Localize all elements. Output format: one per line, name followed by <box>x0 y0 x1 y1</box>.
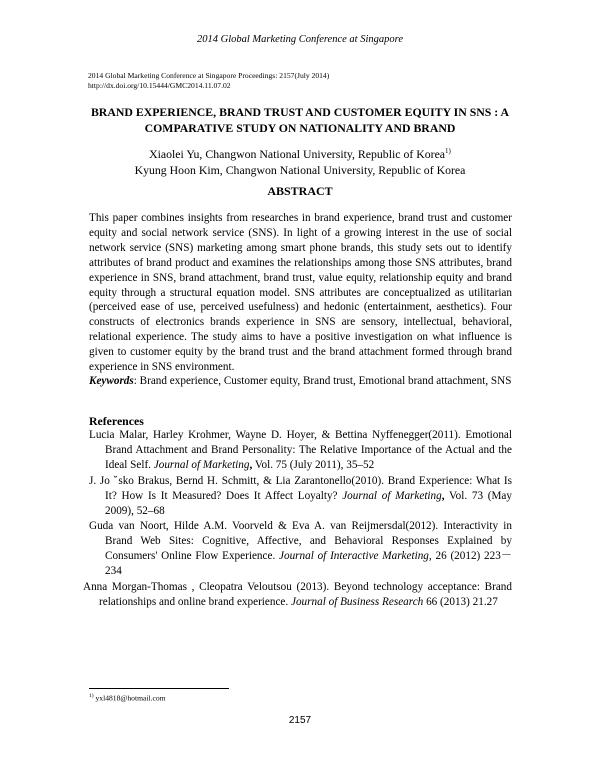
reference-item <box>89 519 512 579</box>
reference-item <box>83 580 512 610</box>
reference-item <box>89 474 512 519</box>
footnote-mark: 1) <box>89 693 94 699</box>
references-list <box>83 428 513 611</box>
reference-text: Anna Morgan-Thomas , Cleopatra Veloutsou (2013). Beyond technology acceptance: Brand relationships and online brand experience. <box>83 581 512 608</box>
footnote-divider <box>89 688 229 689</box>
paper-title <box>80 104 520 136</box>
reference-details: 26 (2012) 223－234 <box>105 550 513 578</box>
reference-text: Guda van Noort, Hilde A.M. Voorveld & Eva A. van Reijmersdal(2012). Interactivity in Brand Web Sites: Cognitive, Affective, and Behavioral Responses Explained by Consumers' Online Flow Experience. <box>89 520 512 563</box>
title-line-2: COMPARATIVE STUDY ON NATIONALITY AND BRAND <box>144 121 456 135</box>
doi-link[interactable]: http://dx.doi.org/10.15444/GMC2014.11.07.02 <box>88 81 231 90</box>
reference-text: J. Jo ˇsko Brakus, Bernd H. Schmitt, & Lia Zarantonello(2010). Brand Experience: What Is It? How Is It Measured? Does It Affect Loyalty? <box>89 474 512 502</box>
keywords-text: : Brand experience, Customer equity, Brand trust, Emotional brand attachment, SNS <box>133 375 512 387</box>
reference-journal: Journal of Business Research <box>291 595 424 608</box>
abstract-heading: ABSTRACT <box>267 184 333 198</box>
abstract-body: This paper combines insights from researches in brand experience, brand trust and customer equity and social network service (SNS). In light of a growing interest in the use of social network service (SNS) marketing among smart phone brands, this study sets out to identify attributes of brand product and examines the relationships among those SNS attributes, brand experience in SNS, brand attachment, brand trust, value equity, relationship equity and brand equity through a structural equation model. SNS attributes are conceptualized as utilitarian (perceived ease of use, perceived usefulness) and hedonic (entertainment, aesthetics). Four constructs of electronics brands experience in SNS are sensory, intellectual, behavioral, relational experience. The study aims to have a positive investigation on what influence is given to customer equity by the brand trust and the brand attachment formed through brand experience in SNS environment. <box>89 212 512 374</box>
reference-comma: , <box>441 489 445 502</box>
reference-journal: Journal of Marketing <box>153 458 250 471</box>
keywords-line <box>89 374 512 389</box>
running-header: 2014 Global Marketing Conference at Singapore <box>197 34 403 45</box>
author-block <box>80 143 520 178</box>
publication-meta <box>88 71 329 91</box>
reference-details: 66 (2013) 21.27 <box>423 595 498 608</box>
reference-details: Vol. 73 (May 2009), 52–68 <box>105 489 512 517</box>
footnote-email: yxl4818@hotmail.com <box>93 693 166 703</box>
title-line-1: BRAND EXPERIENCE, BRAND TRUST AND CUSTOMER EQUITY IN SNS : A <box>90 105 510 119</box>
footnote-marker: 1) <box>445 147 451 155</box>
author-1 <box>80 143 520 162</box>
footnote <box>89 693 166 703</box>
author-1-affiliation: Xiaolei Yu, Changwon National University, Republic of Korea <box>149 146 446 161</box>
proceedings-line: 2014 Global Marketing Conference at Singapore Proceedings: 2157(July 2014) <box>88 71 330 80</box>
author-2: Kyung Hoon Kim, Changwon National University, Republic of Korea <box>134 162 466 177</box>
keywords-label: Keywords <box>89 375 134 387</box>
page-number: 2157 <box>288 715 312 726</box>
reference-text: Lucia Malar, Harley Krohmer, Wayne D. Hoyer, & Bettina Nyffenegger(2011). Emotional Brand Attachment and Brand Personality: The Relative Importance of the Actual and the Ideal Self. <box>89 429 512 471</box>
references-heading: References <box>89 414 144 428</box>
reference-item <box>89 428 512 473</box>
reference-journal: Journal of Interactive Marketing, <box>279 550 432 563</box>
reference-details: Vol. 75 (July 2011), 35–52 <box>252 458 375 471</box>
reference-comma: , <box>249 458 253 471</box>
reference-journal: Journal of Marketing <box>342 489 442 502</box>
